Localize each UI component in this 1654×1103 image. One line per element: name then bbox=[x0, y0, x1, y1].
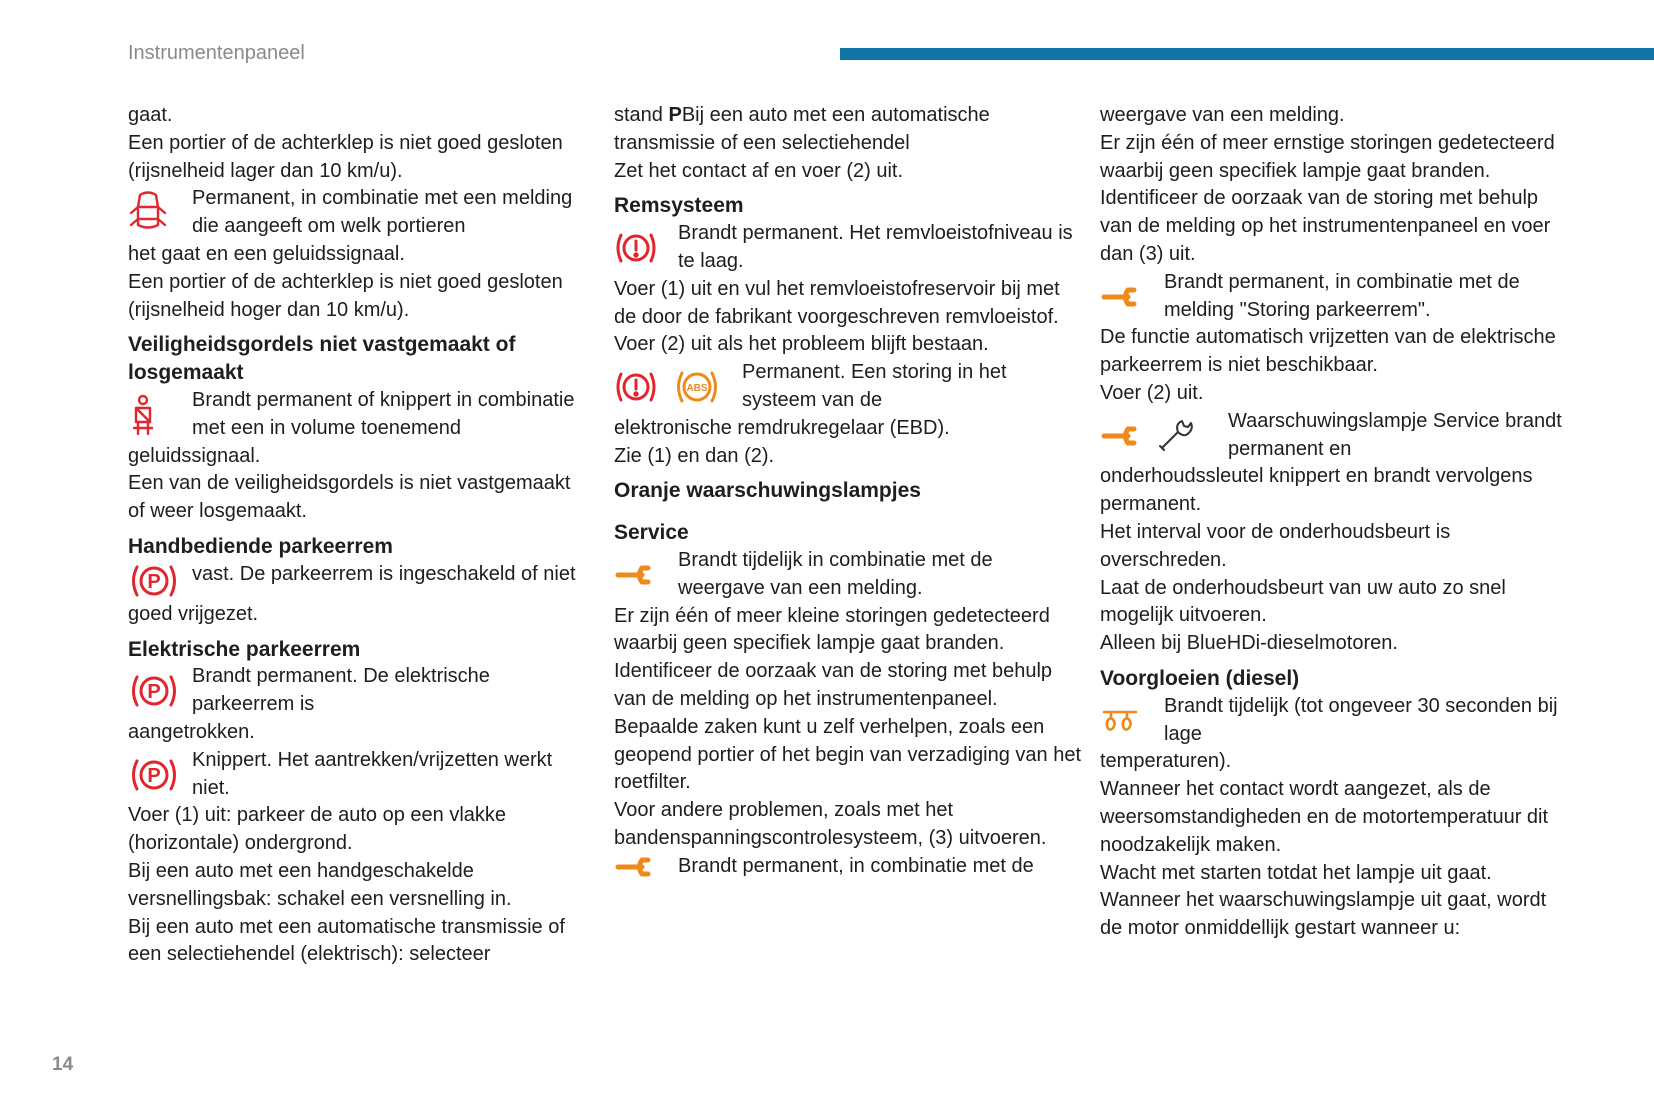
indicator-text: Brandt permanent, in combinatie met de bbox=[678, 854, 1034, 877]
column-1 bbox=[128, 102, 588, 969]
parking-brake-icon bbox=[128, 671, 180, 711]
header-accent-bar bbox=[840, 48, 1654, 60]
section-heading: Voorgloeien (diesel) bbox=[1100, 666, 1300, 690]
glow-plug-icon bbox=[1100, 706, 1140, 736]
paragraph: elektronische remdrukregelaar (EBD). bbox=[614, 416, 950, 439]
running-header: Instrumentenpaneel bbox=[128, 42, 305, 64]
brake-warning-icon bbox=[614, 228, 658, 268]
ebd-indicator bbox=[614, 359, 1084, 415]
section-heading: Oranje waarschuwingslampjes bbox=[614, 479, 921, 503]
paragraph: het gaat en een geluidssignaal. bbox=[128, 242, 405, 265]
column-2 bbox=[614, 102, 1084, 881]
paragraph: Wanneer het waarschuwingslampje uit gaat, wordt de motor onmiddellijk gestart wanneer u: bbox=[1100, 889, 1547, 940]
maintenance-indicator bbox=[1100, 408, 1570, 464]
svg-text:ABS: ABS bbox=[686, 382, 708, 394]
paragraph: Laat de onderhoudsbeurt van uw auto zo snel mogelijk uitvoeren. bbox=[1100, 576, 1506, 627]
indicator-text: vast. De parkeerrem is ingeschakeld of niet bbox=[192, 562, 576, 585]
paragraph: Wacht met starten totdat het lampje uit gaat. bbox=[1100, 861, 1492, 884]
brake-warning-icon bbox=[614, 367, 658, 407]
electric-parking-brake-indicator-1 bbox=[128, 663, 588, 719]
glow-plug-indicator bbox=[1100, 693, 1570, 749]
paragraph: Wanneer het contact wordt aangezet, als de weersomstandigheden en de motortemperatuur dit noodzakelijk maken. bbox=[1100, 778, 1549, 856]
electric-parking-brake-indicator-2 bbox=[128, 747, 588, 803]
indicator-text: Permanent. Een storing in het systeem van de bbox=[742, 361, 1007, 411]
indicator-text: Knippert. Het aantrekken/vrijzetten werkt niet. bbox=[192, 748, 553, 799]
paragraph: Identificeer de oorzaak van de storing met behulp van de melding op het instrumentenpaneel. bbox=[614, 660, 1053, 710]
paragraph: Zie (1) en dan (2). bbox=[614, 444, 775, 467]
paragraph: Een van de veiligheidsgordels is niet vastgemaakt of weer losgemaakt. bbox=[128, 472, 571, 523]
section-heading: Elektrische parkeerrem bbox=[128, 637, 361, 661]
paragraph: Bepaalde zaken kunt u zelf verhelpen, zoals een geopend portier of het begin van verzadiging van het roetfilter. bbox=[614, 715, 1082, 794]
parking-brake-icon bbox=[128, 755, 180, 795]
paragraph: Het interval voor de onderhoudsbeurt is overschreden. bbox=[1100, 520, 1451, 571]
service-indicator-2 bbox=[614, 853, 1084, 881]
section-heading: Veiligheidsgordels niet vastgemaakt of losgemaakt bbox=[128, 333, 516, 385]
paragraph: Er zijn één of meer ernstige storingen gedetecteerd waarbij geen specifiek lampje gaat branden. bbox=[1100, 131, 1555, 182]
paragraph: Voer (1) uit: parkeer de auto op een vlakke (horizontale) ondergrond. bbox=[128, 804, 507, 855]
indicator-text: Brandt tijdelijk in combinatie met de weergave van een melding. bbox=[678, 548, 993, 599]
wrench-icon bbox=[1100, 424, 1140, 448]
indicator-text: Brandt permanent. De elektrische parkeerrem is bbox=[192, 665, 490, 716]
indicator-text: Brandt permanent of knippert in combinatie met een in volume toenemend bbox=[192, 388, 575, 439]
paragraph: De functie automatisch vrijzetten van de elektrische parkeerrem is niet beschikbaar. bbox=[1100, 326, 1556, 377]
paragraph: Voer (2) uit. bbox=[1100, 381, 1204, 404]
svg-text:P: P bbox=[147, 681, 161, 704]
parking-brake-icon bbox=[128, 561, 180, 601]
paragraph bbox=[614, 102, 1084, 158]
abs-icon bbox=[674, 367, 720, 407]
seatbelt-indicator bbox=[128, 387, 588, 443]
paragraph: Zet het contact af en voer (2) uit. bbox=[614, 159, 904, 182]
paragraph: Alleen bij BlueHDi-dieselmotoren. bbox=[1100, 632, 1398, 655]
wrench-icon bbox=[614, 855, 654, 879]
service-indicator-1 bbox=[614, 547, 1084, 603]
paragraph: onderhoudssleutel knippert en brandt vervolgens permanent. bbox=[1100, 465, 1533, 516]
manual-parking-brake-indicator bbox=[128, 561, 588, 601]
indicator-text: Waarschuwingslampje Service brandt permanent en bbox=[1228, 409, 1562, 460]
paragraph: temperaturen). bbox=[1100, 750, 1232, 773]
svg-text:P: P bbox=[147, 764, 161, 787]
paragraph: Een portier of de achterklep is niet goed gesloten (rijsnelheid hoger dan 10 km/u). bbox=[128, 270, 563, 321]
paragraph: geluidssignaal. bbox=[128, 444, 261, 467]
indicator-text: Brandt permanent, in combinatie met de melding "Storing parkeerrem". bbox=[1164, 270, 1520, 321]
brake-indicator bbox=[614, 220, 1084, 276]
paragraph: gaat. bbox=[128, 104, 173, 126]
door-indicator bbox=[128, 185, 588, 241]
text-run: Bij een auto met een automatische transmissie of een selectiehendel bbox=[614, 104, 990, 154]
page-number: 14 bbox=[52, 1054, 74, 1075]
indicator-text: Brandt tijdelijk (tot ongeveer 30 seconden bij lage bbox=[1164, 694, 1558, 745]
door-open-icon bbox=[128, 189, 168, 237]
maintenance-spanner-icon bbox=[1156, 418, 1196, 454]
column-3 bbox=[1100, 102, 1570, 943]
paragraph: goed vrijgezet. bbox=[128, 602, 259, 625]
paragraph: Een portier of de achterklep is niet goed gesloten (rijsnelheid lager dan 10 km/u). bbox=[128, 131, 563, 182]
indicator-text: Permanent, in combinatie met een melding die aangeeft om welk portieren bbox=[192, 187, 573, 238]
paragraph: Er zijn één of meer kleine storingen gedetecteerd waarbij geen specifiek lampje gaat branden. bbox=[614, 604, 1050, 655]
paragraph: weergave van een melding. bbox=[1100, 104, 1345, 126]
seatbelt-icon bbox=[128, 394, 158, 436]
indicator-text: Brandt permanent. Het remvloeistofniveau is te laag. bbox=[678, 222, 1073, 272]
parking-brake-fault-indicator bbox=[1100, 269, 1570, 325]
section-heading: Handbediende parkeerrem bbox=[128, 534, 393, 558]
wrench-icon bbox=[614, 563, 654, 587]
paragraph: Voor andere problemen, zoals met het bandenspanningscontrolesysteem, (3) uitvoeren. bbox=[614, 799, 1047, 849]
gear-position-label: P bbox=[668, 104, 682, 126]
section-heading: Remsysteem bbox=[614, 194, 744, 218]
section-heading: Service bbox=[614, 521, 689, 545]
paragraph: aangetrokken. bbox=[128, 720, 255, 743]
paragraph: Bij een auto met een automatische transmissie of een selectiehendel (elektrisch): selecteer bbox=[128, 915, 565, 966]
text-run: stand bbox=[614, 104, 669, 126]
paragraph: Bij een auto met een handgeschakelde versnellingsbak: schakel een versnelling in. bbox=[128, 859, 512, 910]
paragraph: Identificeer de oorzaak van de storing met behulp van de melding op het instrumentenpaneel en voer dan (3) uit. bbox=[1100, 187, 1551, 265]
svg-text:P: P bbox=[147, 570, 161, 593]
paragraph: Voer (1) uit en vul het remvloeistofreservoir bij met de door de fabrikant voorgeschreven remvloeistof. Voer (2) uit als het probleem blijft bestaan. bbox=[614, 277, 1060, 356]
wrench-icon bbox=[1100, 285, 1140, 309]
